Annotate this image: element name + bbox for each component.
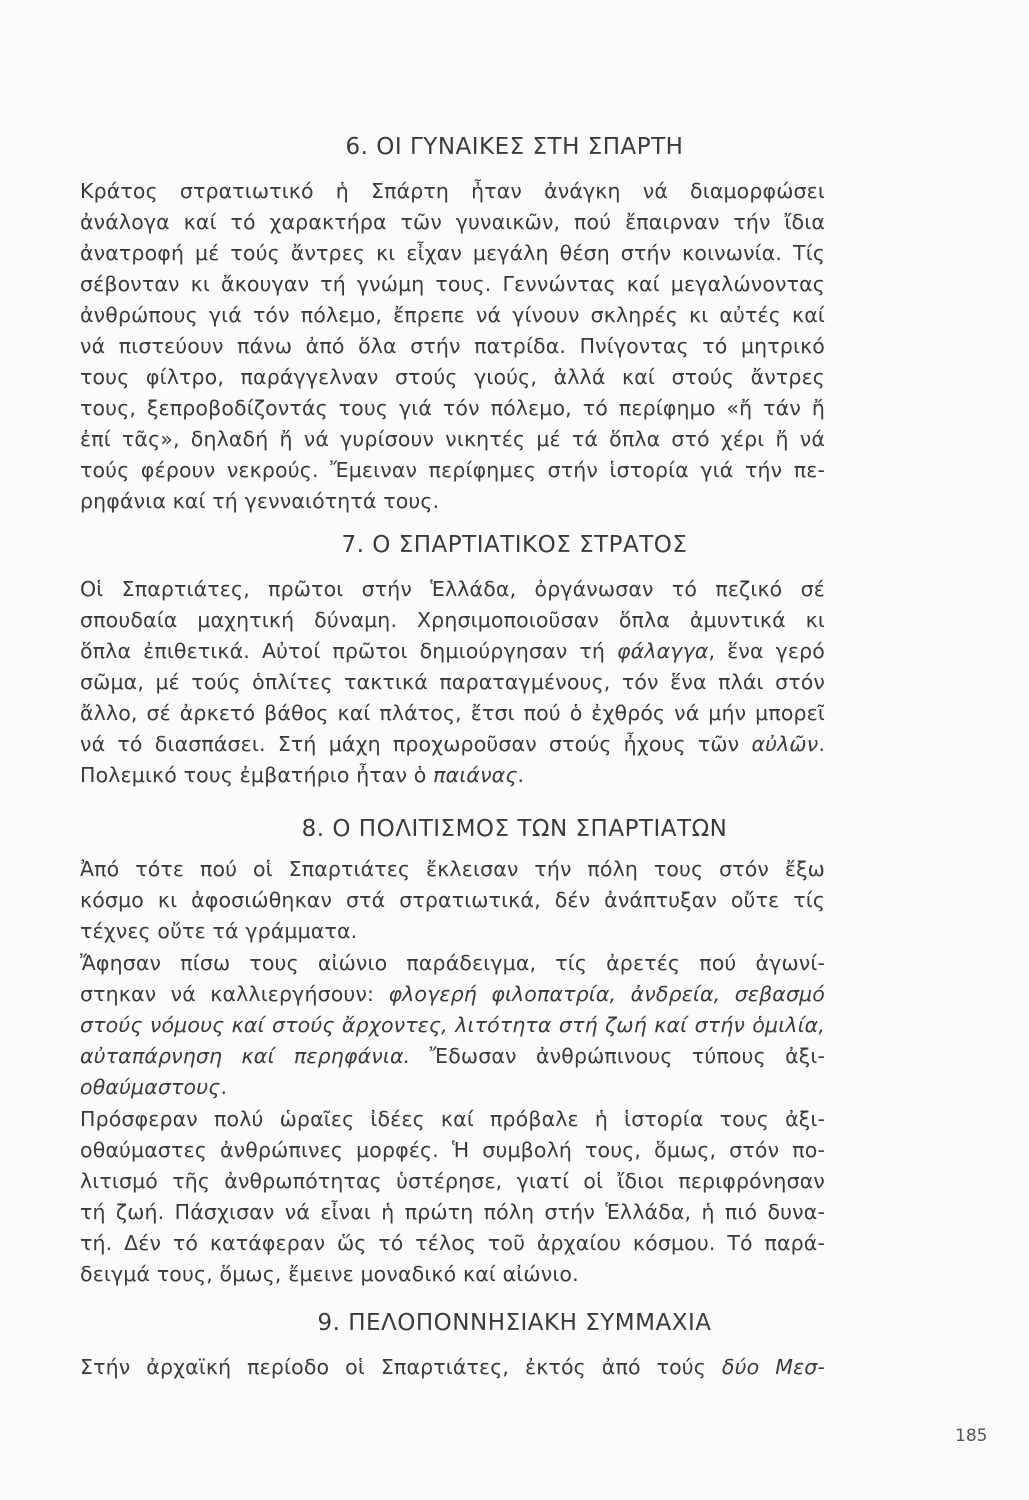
text-line — [80, 979, 825, 1010]
text-line — [80, 760, 825, 791]
text-line: ρηφάνια καί τή γενναιότητά τους. — [80, 489, 440, 513]
text-line — [80, 729, 825, 760]
text-line — [80, 1072, 825, 1103]
italic-term: δύο Μεσ- — [721, 1355, 825, 1379]
text-line: κόσμο κι ἀφοσιώθηκαν στά στρατιωτικά, δέν ἀνάπτυξαν οὔτε τίς — [80, 888, 825, 912]
text-line: ἐπί τᾶς», δηλαδή ἤ νά γυρίσουν νικητές μέ τά ὅπλα στό χέρι ἤ νά — [80, 427, 825, 451]
text-fragment: Ἔδωσαν ἀνθρώπινους τύπους ἀξι- — [410, 1044, 825, 1068]
text-line: ἀνατροφή μέ τούς ἄντρες κι εἶχαν μεγάλη θέση στήν κοινωνία. Τίς — [80, 241, 825, 265]
text-line: λιτισμό τῆς ἀνθρωπότητας ὑστέρησε, γιατί οἱ ἴδιοι περιφρόνησαν — [80, 1169, 825, 1193]
text-line — [80, 1010, 825, 1041]
text-line: τούς φέρουν νεκρούς. Ἔμειναν περίφημες στήν ἱστορία γιά τήν πε- — [80, 458, 825, 482]
text-line — [80, 1352, 825, 1383]
text-line: Ἄφησαν πίσω τους αἰώνιο παράδειγμα, τίς ἀρετές πού ἀγωνί- — [80, 951, 825, 975]
italic-term: φάλαγγα — [617, 639, 709, 663]
text-line: νά πιστεύουν πάνω ἀπό ὅλα στήν πατρίδα. Πνίγοντας τό μητρικό — [80, 334, 825, 358]
text-line — [80, 636, 825, 667]
text-line: τή. Δέν τό κατάφεραν ὥς τό τέλος τοῦ ἀρχαίου κόσμου. Τό παρά- — [80, 1231, 825, 1255]
text-line: σπουδαία μαχητική δύναμη. Χρησιμοποιοῦσαν ὅπλα ἀμυντικά κι — [80, 608, 825, 632]
text-fragment: . — [220, 1075, 228, 1099]
text-line: δειγμά τους, ὅμως, ἔμεινε μοναδικό καί αἰώνιο. — [80, 1262, 579, 1286]
italic-term: παιάνας — [433, 763, 518, 787]
section-heading-8: 8. Ο ΠΟΛΙΤΙΣΜΟΣ ΤΩΝ ΣΠΑΡΤΙΑΤΩΝ — [301, 816, 728, 842]
text-fragment: Στήν ἀρχαϊκή περίοδο οἱ Σπαρτιάτες, ἐκτός ἀπό τούς — [80, 1355, 722, 1379]
text-line: Πρόσφεραν πολύ ὡραῖες ἰδέες καί πρόβαλε ἡ ἱστορία τους ἀξι- — [80, 1107, 825, 1131]
italic-term: αὐλῶν — [751, 732, 819, 756]
text-fragment: νά τό διασπάσει. Στή μάχη προχωροῦσαν στούς ἦχους τῶν — [80, 732, 752, 756]
text-fragment: στηκαν νά καλλιεργήσουν: — [80, 982, 389, 1006]
text-line: σέβονταν κι ἄκουγαν τή γνώμη τους. Γεννώντας καί μεγαλώνοντας — [80, 272, 825, 296]
page-number: 185 — [955, 1426, 988, 1446]
text-line: ἀνάλογα καί τό χαρακτήρα τῶν γυναικῶν, πού ἔπαιρναν τήν ἴδια — [80, 210, 825, 234]
text-line: τους φίλτρο, παράγγελναν στούς γιούς, ἀλλά καί στούς ἄντρες — [80, 365, 825, 389]
text-fragment: ὅπλα ἐπιθετικά. Αὐτοί πρῶτοι δημιούργησαν τή — [80, 639, 617, 663]
text-line: Κράτος στρατιωτικό ἡ Σπάρτη ἦταν ἀνάγκη νά διαμορφώσει — [80, 179, 825, 203]
text-line: ἀνθρώπους γιά τόν πόλεμο, ἔπρεπε νά γίνουν σκληρές κι αὐτές καί — [80, 303, 825, 327]
section-heading-7: 7. Ο ΣΠΑΡΤΙΑΤΙΚΟΣ ΣΤΡΑΤΟΣ — [341, 532, 688, 558]
text-line — [80, 1041, 825, 1072]
section-heading-9: 9. ΠΕΛΟΠΟΝΝΗΣΙΑΚΗ ΣΥΜΜΑΧΙΑ — [317, 1310, 712, 1336]
text-fragment: , ἕνα γερό — [708, 639, 825, 663]
italic-term: αὐταπάρνηση καί περηφάνια. — [80, 1044, 411, 1068]
text-line: ἄλλο, σέ ἀρκετό βάθος καί πλάτος, ἔτσι πού ὁ ἐχθρός νά μήν μπορεῖ — [80, 701, 825, 725]
text-line: τέχνες οὔτε τά γράμματα. — [80, 919, 358, 943]
section-heading-6: 6. ΟΙ ΓΥΝΑΙΚΕΣ ΣΤΗ ΣΠΑΡΤΗ — [345, 134, 684, 160]
text-fragment: . — [517, 763, 525, 787]
text-line: τή ζωή. Πάσχισαν νά εἶναι ἡ πρώτη πόλη στήν Ἑλλάδα, ἡ πιό δυνα- — [80, 1200, 825, 1224]
italic-term: στούς νόμους καί στούς ἄρχοντες, λιτότητα στή ζωή καί στήν ὁμιλία, — [80, 1013, 825, 1037]
italic-term: οθαύμαστους — [80, 1075, 221, 1099]
text-fragment: Πολεμικό τους ἐμβατήριο ἦταν ὁ — [80, 763, 434, 787]
text-line: οθαύμαστες ἀνθρώπινες μορφές. Ἡ συμβολή τους, ὅμως, στόν πο- — [80, 1138, 825, 1162]
text-line: Ἀπό τότε πού οἱ Σπαρτιάτες ἔκλεισαν τήν πόλη τους στόν ἔξω — [80, 857, 825, 881]
text-line: τους, ξεπροβοδίζοντάς τους γιά τόν πόλεμο, τό περίφημο «ἤ τάν ἤ — [80, 396, 825, 420]
text-line: σῶμα, μέ τούς ὁπλίτες τακτικά παραταγμένους, τόν ἕνα πλάι στόν — [80, 670, 825, 694]
text-fragment: . — [818, 732, 825, 756]
italic-term: φλογερή φιλοπατρία, ἀνδρεία, σεβασμό — [388, 982, 825, 1006]
text-line: Οἱ Σπαρτιάτες, πρῶτοι στήν Ἑλλάδα, ὀργάνωσαν τό πεζικό σέ — [80, 577, 825, 601]
